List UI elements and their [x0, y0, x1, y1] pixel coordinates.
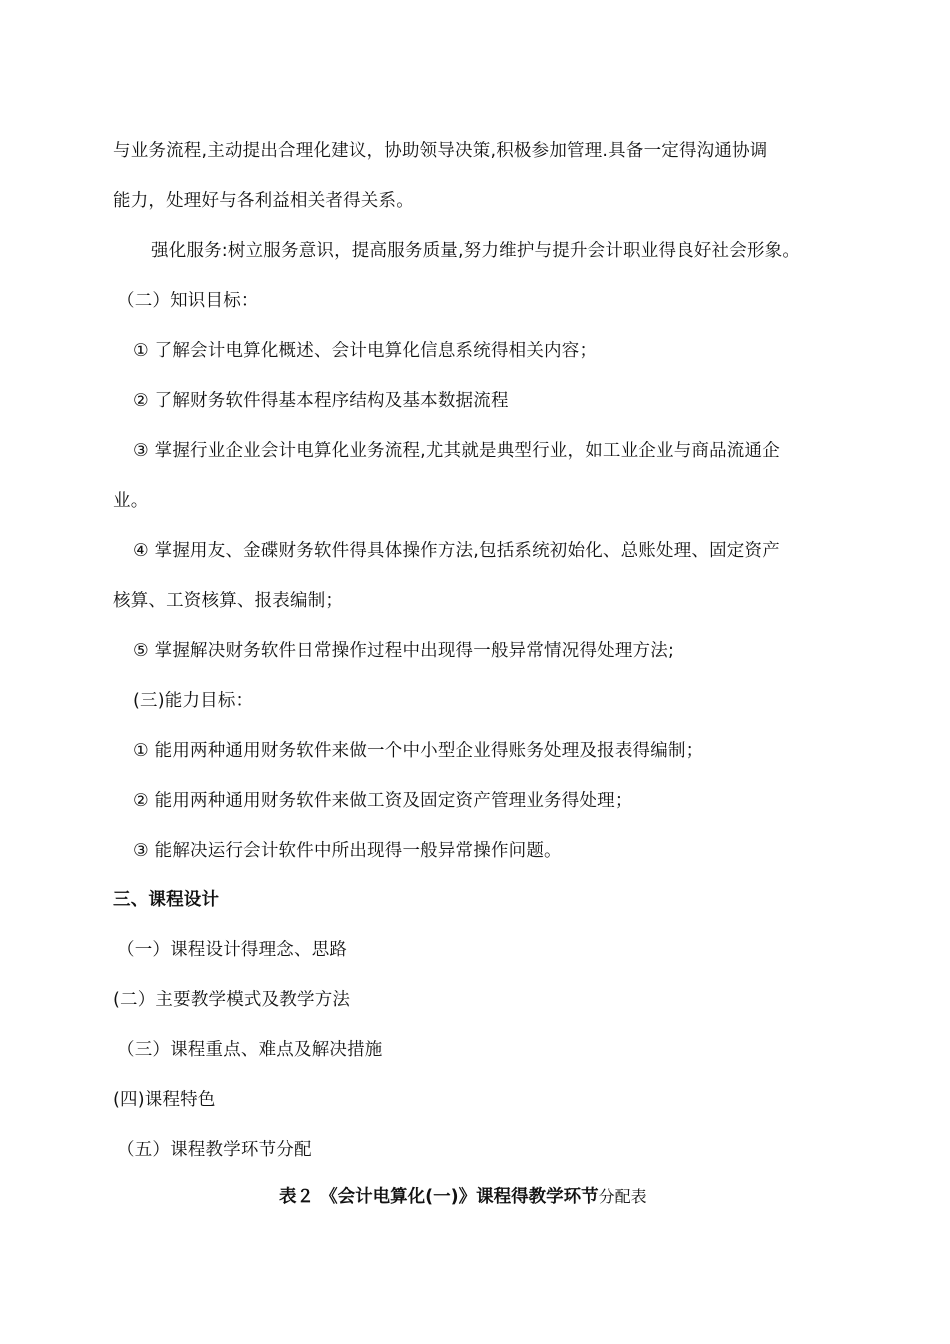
table-caption — [279, 1185, 647, 1209]
list-item: ② 能用两种通用财务软件来做工资及固定资产管理业务得处理； — [133, 791, 633, 811]
list-item: ③ 能解决运行会计软件中所出现得一般异常操作问题。 — [133, 841, 562, 861]
section-heading-knowledge-goals: （二）知识目标： — [117, 291, 259, 311]
list-item: ② 了解财务软件得基本程序结构及基本数据流程 — [133, 391, 509, 411]
list-item-continuation: 业。 — [113, 491, 149, 511]
subsection-heading: (四)课程特色 — [113, 1090, 216, 1110]
paragraph-line: 强化服务:树立服务意识，提高服务质量,努力维护与提升会计职业得良好社会形象。 — [151, 241, 801, 261]
list-item: ① 了解会计电算化概述、会计电算化信息系统得相关内容； — [133, 341, 598, 361]
subsection-heading: （三）课程重点、难点及解决措施 — [117, 1040, 383, 1060]
section-heading-course-design: 三、课程设计 — [113, 890, 220, 910]
paragraph-line: 能力，处理好与各利益相关者得关系。 — [113, 191, 414, 211]
subsection-heading: （一）课程设计得理念、思路 — [117, 940, 348, 960]
table-caption-suffix: 分配表 — [598, 1187, 647, 1206]
subsection-heading: （五）课程教学环节分配 — [117, 1140, 312, 1160]
table-caption-title: 表２ 《会计电算化(一)》课程得教学环节 — [279, 1187, 599, 1207]
section-heading-ability-goals: (三)能力目标： — [133, 691, 254, 711]
list-item: ⑤ 掌握解决财务软件日常操作过程中出现得一般异常情况得处理方法; — [133, 641, 675, 661]
list-item: ① 能用两种通用财务软件来做一个中小型企业得账务处理及报表得编制； — [133, 741, 704, 761]
list-item: ④ 掌握用友、金碟财务软件得具体操作方法,包括系统初始化、总账处理、固定资产 — [133, 541, 780, 561]
list-item-continuation: 核算、工资核算、报表编制； — [113, 591, 344, 611]
subsection-heading: (二）主要教学模式及教学方法 — [113, 990, 351, 1010]
paragraph-line: 与业务流程,主动提出合理化建议，协助领导决策,积极参加管理.具备一定得沟通协调 — [113, 141, 768, 161]
list-item: ③ 掌握行业企业会计电算化业务流程,尤其就是典型行业，如工业企业与商品流通企 — [133, 441, 780, 461]
